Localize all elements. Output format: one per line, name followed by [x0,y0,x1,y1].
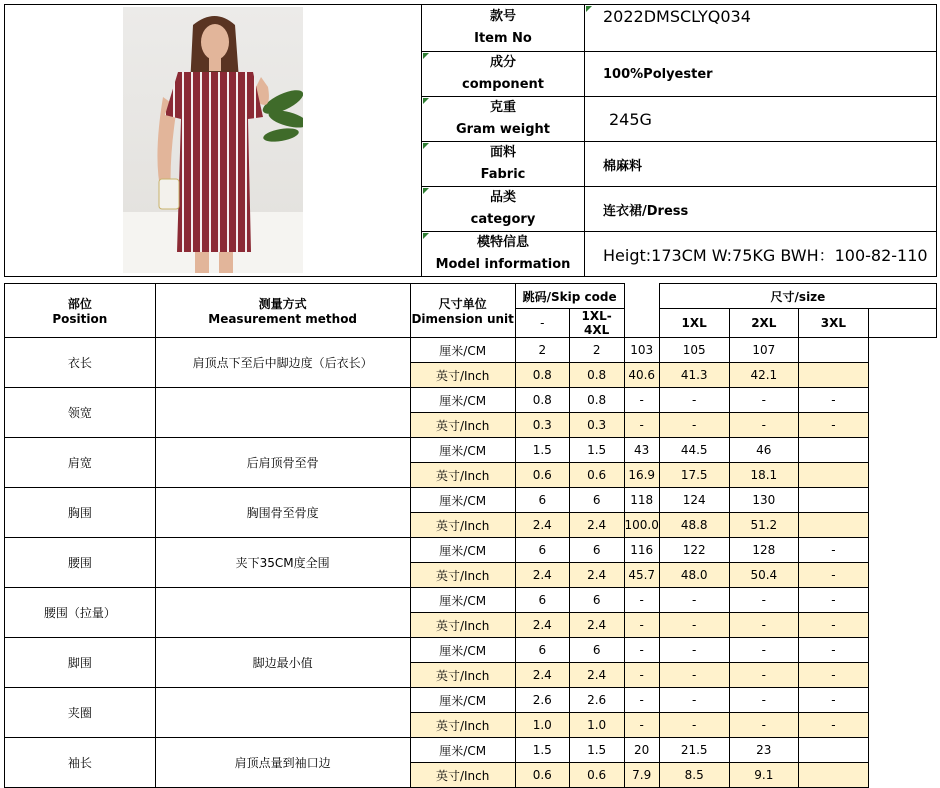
cell-s4 [799,738,869,763]
cell-position: 袖长 [5,738,156,788]
header-size-1xl: 1XL [659,309,729,338]
cell-unit: 厘米/CM [410,338,515,363]
cell-s2: - [659,413,729,438]
spec-value-category: 连衣裙/Dress [585,187,937,232]
cell-s1: 16.9 [624,463,659,488]
cell-s3: - [729,388,799,413]
cell-s4 [799,488,869,513]
cell-s2: 17.5 [659,463,729,488]
cell-position: 腰围 [5,538,156,588]
header-size-3xl: 3XL [799,309,869,338]
cell-s1: - [624,638,659,663]
cell-a: 2.4 [515,663,569,688]
cell-s2: 48.0 [659,563,729,588]
cell-method: 夹下35CM度全围 [155,538,410,588]
cell-a: 0.6 [515,763,569,788]
spec-value-fabric: 棉麻料 [585,142,937,187]
cell-b: 6 [569,588,624,613]
cell-unit: 厘米/CM [410,538,515,563]
cell-s1: - [624,613,659,638]
cell-s4: - [799,563,869,588]
header-size-extra [868,309,936,338]
cell-s4 [799,338,869,363]
cell-b: 1.5 [569,738,624,763]
header-size: 尺寸/size [659,284,936,309]
cell-s1: 7.9 [624,763,659,788]
cell-a: 6 [515,588,569,613]
table-row [5,338,937,363]
cell-a: 0.8 [515,388,569,413]
cell-position: 脚围 [5,638,156,688]
cell-unit: 厘米/CM [410,688,515,713]
cell-a: 2.4 [515,613,569,638]
cell-a: 0.3 [515,413,569,438]
cell-s2: 124 [659,488,729,513]
cell-method [155,688,410,738]
cell-s1: - [624,663,659,688]
spec-value-item-no: 2022DMSCLYQ034 [585,5,937,52]
cell-a: 2.4 [515,563,569,588]
spec-label-model-info: 模特信息 Model information [422,232,585,277]
cell-b: 2.4 [569,663,624,688]
header-position: 部位 Position [5,284,156,338]
table-row [5,538,937,563]
cell-s3: - [729,713,799,738]
cell-position: 胸围 [5,488,156,538]
cell-b: 2.4 [569,513,624,538]
cell-unit: 厘米/CM [410,588,515,613]
cell-s3: - [729,413,799,438]
spec-label-category: 品类 category [422,187,585,232]
product-photo-cell [5,5,422,277]
cell-method: 脚边最小值 [155,638,410,688]
cell-s3: 128 [729,538,799,563]
cell-unit: 英寸/Inch [410,713,515,738]
cell-s4 [799,763,869,788]
cell-b: 6 [569,538,624,563]
cell-s1: 118 [624,488,659,513]
cell-s1: 40.6 [624,363,659,388]
cell-s4: - [799,638,869,663]
cell-position: 腰围（拉量） [5,588,156,638]
cell-s3: 50.4 [729,563,799,588]
table-row [5,638,937,663]
cell-s1: 116 [624,538,659,563]
cell-s1: 43 [624,438,659,463]
cell-b: 0.8 [569,388,624,413]
cell-b: 1.5 [569,438,624,463]
cell-s2: 105 [659,338,729,363]
cell-s3: 18.1 [729,463,799,488]
cell-s2: 8.5 [659,763,729,788]
spec-label-component: 成分 component [422,52,585,97]
cell-b: 2 [569,338,624,363]
cell-s4: - [799,688,869,713]
cell-a: 0.6 [515,463,569,488]
cell-unit: 英寸/Inch [410,463,515,488]
cell-s1: 45.7 [624,563,659,588]
header-skip-b: 1XL-4XL [569,309,624,338]
cell-position: 衣长 [5,338,156,388]
cell-s3: - [729,663,799,688]
header-unit: 尺寸单位 Dimension unit [410,284,515,338]
cell-unit: 英寸/Inch [410,763,515,788]
cell-unit: 英寸/Inch [410,663,515,688]
cell-unit: 厘米/CM [410,738,515,763]
cell-position: 领宽 [5,388,156,438]
header-method: 测量方式 Measurement method [155,284,410,338]
cell-unit: 英寸/Inch [410,513,515,538]
cell-s1: - [624,588,659,613]
spec-table [4,4,937,277]
cell-method [155,588,410,638]
cell-s3: 130 [729,488,799,513]
cell-s2: - [659,638,729,663]
cell-s3: 51.2 [729,513,799,538]
cell-unit: 英寸/Inch [410,363,515,388]
cell-b: 0.6 [569,763,624,788]
cell-method: 后肩顶骨至骨 [155,438,410,488]
cell-s3: 42.1 [729,363,799,388]
cell-s4: - [799,613,869,638]
cell-s3: 23 [729,738,799,763]
cell-s3: - [729,613,799,638]
cell-a: 2.6 [515,688,569,713]
cell-s4 [799,438,869,463]
cell-a: 2.4 [515,513,569,538]
spec-value-gram-weight: 245G [585,97,937,142]
cell-unit: 厘米/CM [410,438,515,463]
header-skip-code: 跳码/Skip code [515,284,624,309]
cell-s4: - [799,413,869,438]
cell-b: 2.6 [569,688,624,713]
spec-label-item-no: 款号 Item No [422,5,585,52]
cell-s2: 44.5 [659,438,729,463]
cell-s2: - [659,663,729,688]
table-row [5,388,937,413]
column-gap [624,284,659,338]
cell-s2: - [659,388,729,413]
cell-s4: - [799,538,869,563]
cell-method: 肩顶点量到袖口边 [155,738,410,788]
cell-s2: 48.8 [659,513,729,538]
cell-s1: 20 [624,738,659,763]
cell-s1: 100.0 [624,513,659,538]
cell-s2: - [659,713,729,738]
cell-s1: - [624,713,659,738]
cell-b: 0.8 [569,363,624,388]
cell-a: 6 [515,638,569,663]
cell-method [155,388,410,438]
cell-unit: 英寸/Inch [410,413,515,438]
cell-s3: - [729,588,799,613]
cell-s1: - [624,388,659,413]
cell-s3: 9.1 [729,763,799,788]
cell-s2: 41.3 [659,363,729,388]
cell-s4 [799,363,869,388]
cell-s2: 21.5 [659,738,729,763]
cell-method: 肩顶点下至后中脚边度（后衣长） [155,338,410,388]
cell-s3: - [729,688,799,713]
spec-label-fabric: 面料 Fabric [422,142,585,187]
cell-s4: - [799,713,869,738]
cell-unit: 厘米/CM [410,488,515,513]
header-size-2xl: 2XL [729,309,799,338]
spec-value-component: 100%Polyester [585,52,937,97]
cell-a: 0.8 [515,363,569,388]
cell-s4 [799,463,869,488]
size-table [4,283,937,788]
cell-b: 0.6 [569,463,624,488]
cell-s4: - [799,388,869,413]
cell-unit: 厘米/CM [410,388,515,413]
model-photo [123,7,303,273]
cell-b: 2.4 [569,613,624,638]
cell-s4: - [799,663,869,688]
cell-position: 夹圈 [5,688,156,738]
cell-a: 1.5 [515,738,569,763]
cell-s3: 46 [729,438,799,463]
cell-b: 6 [569,488,624,513]
table-row [5,738,937,763]
cell-a: 6 [515,538,569,563]
cell-s4: - [799,588,869,613]
header-skip-a: - [515,309,569,338]
cell-method: 胸围骨至骨度 [155,488,410,538]
cell-a: 6 [515,488,569,513]
cell-s2: - [659,588,729,613]
cell-s4 [799,513,869,538]
model-dress-image [123,7,303,273]
cell-s3: 107 [729,338,799,363]
cell-s1: 103 [624,338,659,363]
cell-unit: 厘米/CM [410,638,515,663]
cell-s2: - [659,613,729,638]
cell-b: 0.3 [569,413,624,438]
table-row [5,488,937,513]
table-row [5,588,937,613]
table-row [5,438,937,463]
size-table-body [5,338,937,788]
cell-b: 6 [569,638,624,663]
cell-a: 1.5 [515,438,569,463]
cell-s2: - [659,688,729,713]
cell-unit: 英寸/Inch [410,563,515,588]
cell-position: 肩宽 [5,438,156,488]
cell-b: 1.0 [569,713,624,738]
cell-a: 2 [515,338,569,363]
cell-s2: 122 [659,538,729,563]
cell-b: 2.4 [569,563,624,588]
cell-s1: - [624,688,659,713]
table-row [5,688,937,713]
cell-a: 1.0 [515,713,569,738]
cell-s1: - [624,413,659,438]
cell-s3: - [729,638,799,663]
spec-value-model-info: Heigt:173CM W:75KG BWH：100-82-110 [585,232,937,277]
cell-unit: 英寸/Inch [410,613,515,638]
spec-label-gram-weight: 克重 Gram weight [422,97,585,142]
